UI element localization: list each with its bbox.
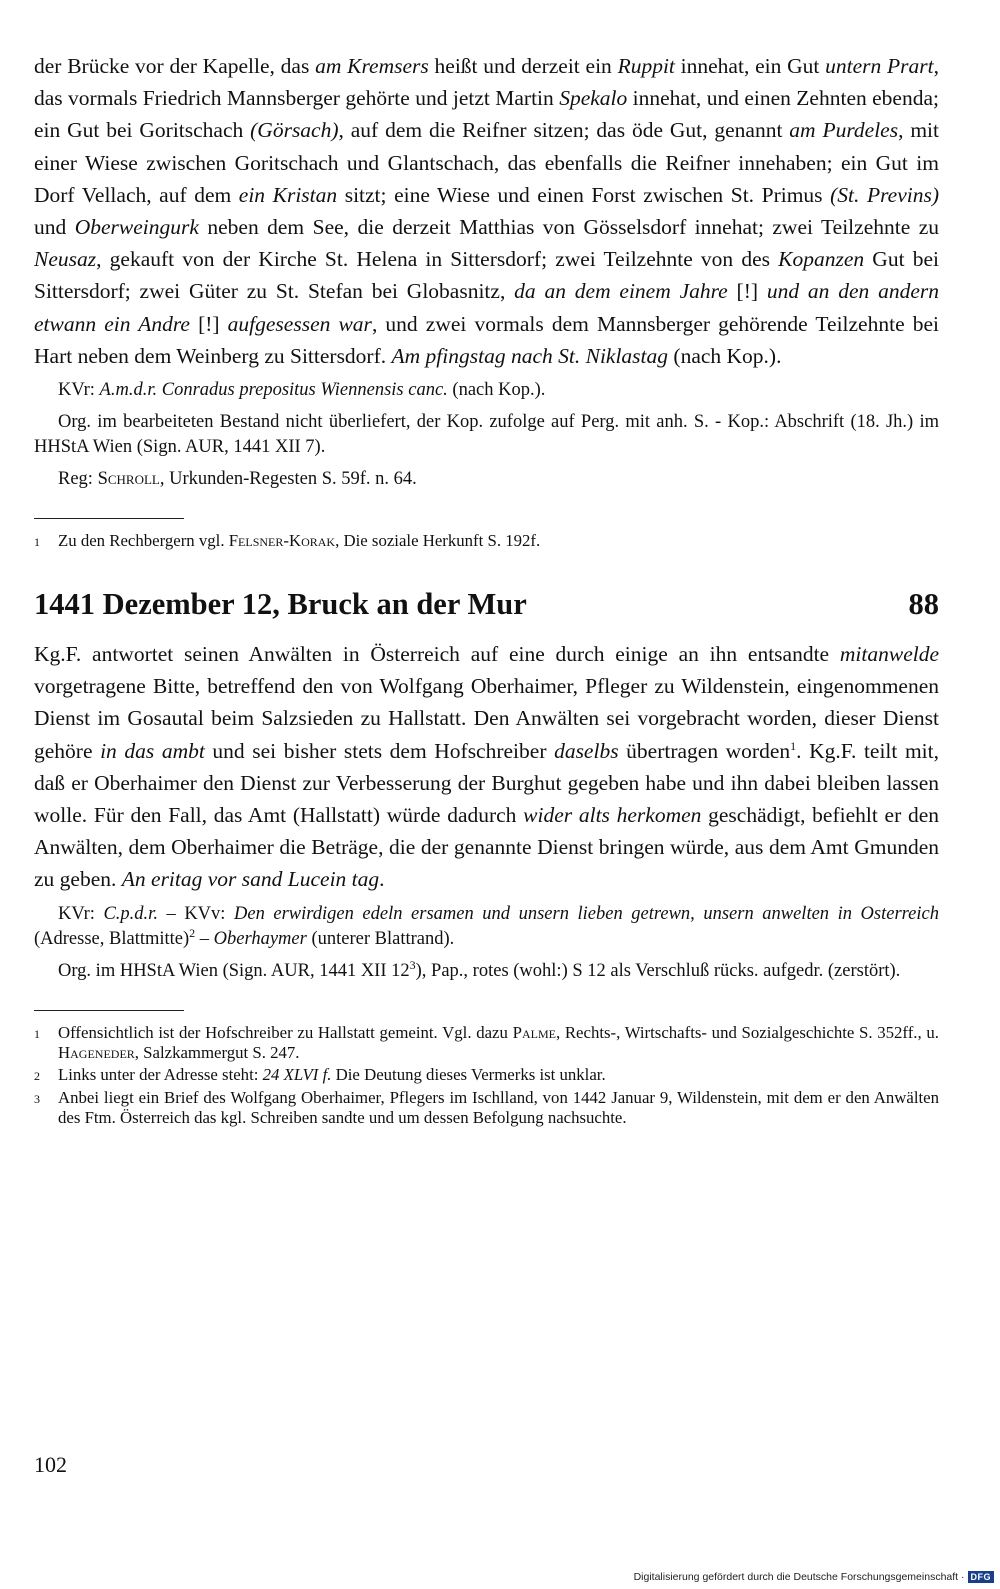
page-number: 102 (34, 1452, 67, 1477)
credit-text: Digitalisierung gefördert durch die Deutsche Forschungsgemeinschaft · (633, 1571, 965, 1583)
entry-88-ueberlieferung: Org. im HHStA Wien (Sign. AUR, 1441 XII $12^3$), Pap., rotes (wohl:) S 12 als Verschluß rücks. aufgedr. (zerstört). (58, 957, 901, 981)
entry-87-ueberlieferung: Org. im bearbeiteten Bestand nicht überliefert, der Kop. zufolge auf Perg. mit anh. S. - Kop.: Abschrift (18. Jh.) im HHStA Wien (Sign. AUR, 1441 XII 7). (34, 412, 939, 458)
entry-88-number: 88 (908, 587, 939, 622)
footnote-number: 1 (34, 1026, 40, 1041)
footnote-number: 2 (34, 1068, 40, 1083)
footnote-number: 1 (34, 535, 40, 550)
footnote (34, 1023, 939, 1063)
footnote-text: Links unter der Adresse steht: 24 XLVI f. Die Deutung dieses Vermerks ist unklar. (58, 1064, 606, 1084)
dfg-logo-icon: DFG (968, 1571, 995, 1583)
entry-88-kanzleivermerk: KVr: C.p.d.r. – KVv: Den erwirdigen edeln ersamen und unsern lieben getrewn, unsern anwelten in Osterreich (Adresse, Blattmitte)$^2$ – Oberhaymer (unterer Blattrand). (34, 903, 939, 949)
footnote-text: Anbei liegt ein Brief des Wolfgang Oberhaimer, Pflegers im Ischlland, von 1442 Januar 9, Wildenstein, mit dem er den Anwälten des Ftm. Österreich das kgl. Schreiben sandte und um dessen Befolgung nachsuchte. (58, 1087, 939, 1127)
footnote-rule (34, 1010, 184, 1011)
entry-87-continuation: der Brücke vor der Kapelle, das am Kremsers heißt und derzeit ein Ruppit innehat, ein Gut untern Prart, das vormals Friedrich Mannsberger gehörte und jetzt Martin Spekalo innehat, und einen Zehnten ebenda; ein Gut bei Goritschach (Görsach), auf dem die Reifner sitzen; das öde Gut, genannt am Purdeles, mit einer Wiese zwischen Goritschach und Glantschach, das ebenfalls die Reifner innehaben; ein Gut im Dorf Vellach, auf dem ein Kristan sitzt; eine Wiese und einen Forst zwischen St. Primus (St. Previns) und Oberweingurk neben dem See, die derzeit Matthias von Gösselsdorf innehat; zwei Teilzehnte zu Neusaz, gekauft von der Kirche St. Helena in Sittersdorf; zwei Teilzehnte von des Kopanzen Gut bei Sittersdorf; zwei Güter zu St. Stefan bei Globasnitz, da an dem einem Jahre [!] und an den andern etwann ein Andre [!] aufgesessen war, und zwei vormals dem Mannsberger gehörende Teilzehnte bei Hart neben dem Weinberg zu Sittersdorf. Am pfingstag nach St. Niklastag (nach Kop.). (34, 54, 940, 368)
footnote-text: Zu den Rechbergern vgl. Felsner-Korak, Die soziale Herkunft S. 192f. (58, 531, 541, 551)
entry-87-regest: Reg: Schroll, Urkunden-Regesten S. 59f. n. 64. (58, 469, 417, 490)
entry-87-kanzleivermerk: KVr: A.m.d.r. Conradus prepositus Wiennensis canc. (nach Kop.). (58, 380, 546, 401)
entry-88-date-place: 1441 Dezember 12, Bruck an der Mur (34, 587, 527, 622)
entry-88-regest-text: Kg.F. antwortet seinen Anwälten in Österreich auf eine durch einige an ihn entsandte mitanwelde vorgetragene Bitte, betreffend den von Wolfgang Oberhaimer, Pfleger zu Wildenstein, eingenommenen Dienst im Gosautal beim Salzsieden zu Hallstatt. Den Anwälten sei vorgebracht worden, dieser Dienst gehöre in das ambt und sei bisher stets dem Hofschreiber daselbs übertragen worden$^1$. Kg.F. teilt mit, daß er Oberhaimer den Dienst zur Verbesserung der Burghut gegeben habe und ihn dabei bleiben lassen wolle. Für den Fall, das Amt (Hallstatt) würde dadurch wider alts herkomen geschädigt, befiehlt er den Anwälten, dem Oberhaimer die Beträge, die der genannte Dienst bringen würde, aus dem Amt Gmunden zu geben. An eritag vor sand Lucein tag. (34, 642, 940, 892)
footnote (34, 1088, 939, 1128)
footnote-number: 3 (34, 1091, 40, 1106)
entry-88-footnotes (34, 1023, 939, 1128)
entry-87-footnotes (34, 531, 939, 552)
footnote-rule (34, 518, 184, 519)
digitization-credit (634, 1571, 994, 1583)
document-page (34, 50, 939, 1128)
footnote (34, 1065, 939, 1086)
footnote-text: Offensichtlich ist der Hofschreiber zu Hallstatt gemeint. Vgl. dazu Palme, Rechts-, Wirtschafts- und Sozialgeschichte S. 352ff., u. Hageneder, Salzkammergut S. 247. (58, 1022, 939, 1062)
footnote (34, 531, 939, 552)
entry-88-heading (34, 586, 939, 622)
